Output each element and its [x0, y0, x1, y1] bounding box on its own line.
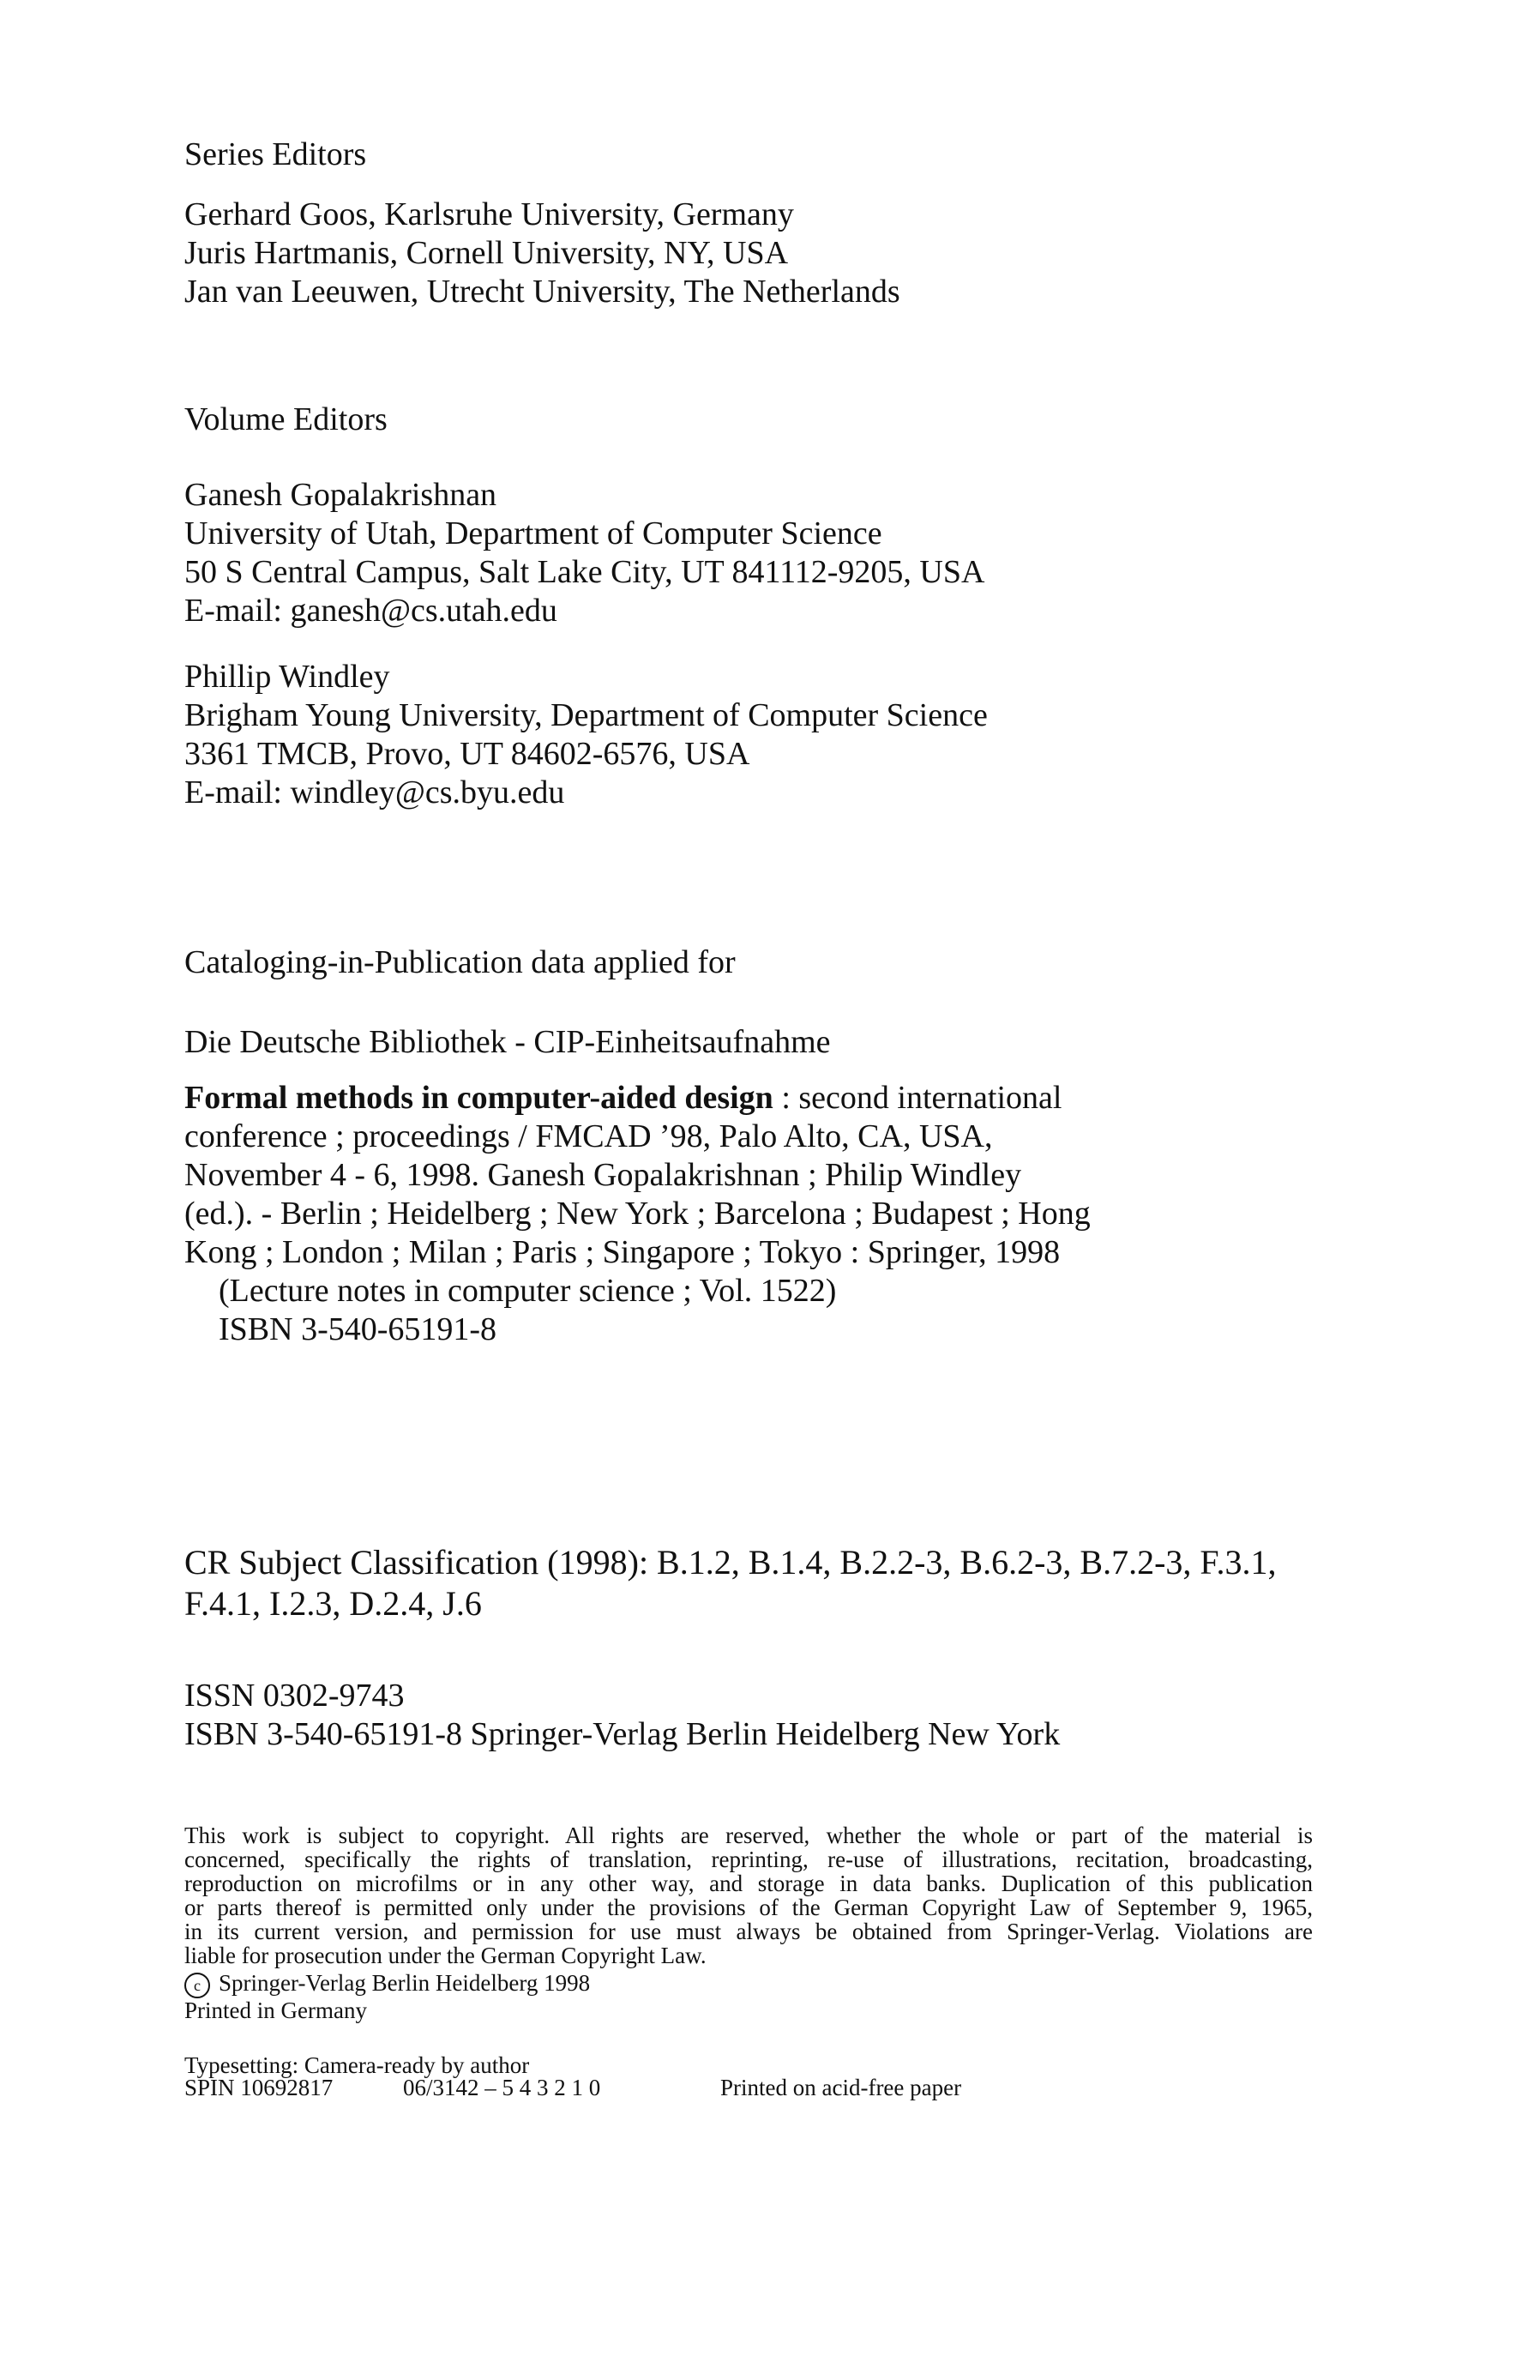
- copyright-notice: This work is subject to copyright. All rights are reserved, whether the whole or part of the material is concerned, specifically the rights of translation, reprinting, re-use of illustrations, recitation, broadcasting, reproduction on microfilms or in any other way, and storage in data banks. Duplication of this publication or parts thereof is permitted only under the provisions of the German Copyright Law of September 9, 1965, in its current version, and permission for use must always be obtained from Springer-Verlag. Violations are liable for prosecution under the German Copyright Law.: [184, 1823, 1313, 1968]
- isbn: ISBN 3-540-65191-8 Springer-Verlag Berlin Heidelberg New York: [184, 1716, 1061, 1752]
- cip-library: Die Deutsche Bibliothek - CIP-Einheitsaufnahme: [184, 1024, 831, 1060]
- cr-classification: CR Subject Classification (1998): B.1.2, B.1.4, B.2.2-3, B.6.2-3, B.7.2-3, F.3.1, F.4.1, I.2.3, D.2.4, J.6: [184, 1543, 1277, 1623]
- volume-editor-2: Phillip Windley Brigham Young University, Department of Computer Science 3361 TMCB, Provo, UT 84602-6576, USA E-mail: windley@cs.byu.edu: [184, 659, 988, 810]
- copyright-holder: c Springer-Verlag Berlin Heidelberg 1998 Printed in Germany: [184, 1970, 591, 2023]
- copyright-icon: c: [184, 1973, 210, 1998]
- cip-series-note: (Lecture notes in computer science ; Vol. 1522): [219, 1273, 837, 1309]
- series-editors-heading: Series Editors: [184, 136, 367, 172]
- volume-editors-heading: Volume Editors: [184, 401, 388, 437]
- series-editor: Jan van Leeuwen, Utrecht University, The Netherlands: [184, 274, 900, 310]
- cip-applied: Cataloging-in-Publication data applied for: [184, 944, 736, 980]
- series-editor: Juris Hartmanis, Cornell University, NY, USA: [184, 235, 789, 271]
- print-code: 06/3142 – 5 4 3 2 1 0: [403, 2075, 601, 2100]
- volume-editor-1: Ganesh Gopalakrishnan University of Utah, Department of Computer Science 50 S Central Campus, Salt Lake City, UT 841112-9205, USA E-mail: ganesh@cs.utah.edu: [184, 477, 985, 629]
- series-editor: Gerhard Goos, Karlsruhe University, Germany: [184, 196, 794, 232]
- cip-isbn: ISBN 3-540-65191-8: [219, 1311, 497, 1347]
- issn: ISSN 0302-9743: [184, 1678, 405, 1714]
- cip-title: Formal methods in computer-aided design: [184, 1080, 773, 1116]
- identifiers: [184, 1677, 1060, 1754]
- paper-note: Printed on acid-free paper: [720, 2075, 962, 2100]
- spin-row: [184, 2075, 961, 2100]
- typesetting: Typesetting: Camera-ready by author: [184, 2052, 530, 2078]
- spin-number: SPIN 10692817: [184, 2075, 334, 2100]
- series-editors-list: [184, 196, 900, 311]
- cip-title-line: Formal methods in computer-aided design : second international: [184, 1080, 1062, 1116]
- printed-in: Printed in Germany: [184, 1997, 367, 2023]
- cip-record: Formal methods in computer-aided design : second international conference ; proceedings / FMCAD ’98, Palo Alto, CA, USA, November 4 - 6, 1998. Ganesh Gopalakrishnan ; Philip Windley (ed.). - Berlin ; Heidelberg ; New York ; Barcelona ; Budapest ; Hong Kong ; London ; Milan ; Paris ; Singapore ; Tokyo : Springer, 1998 (Lecture notes in computer science ; Vol. 1522) ISBN 3-540-65191-8: [184, 1080, 1091, 1347]
